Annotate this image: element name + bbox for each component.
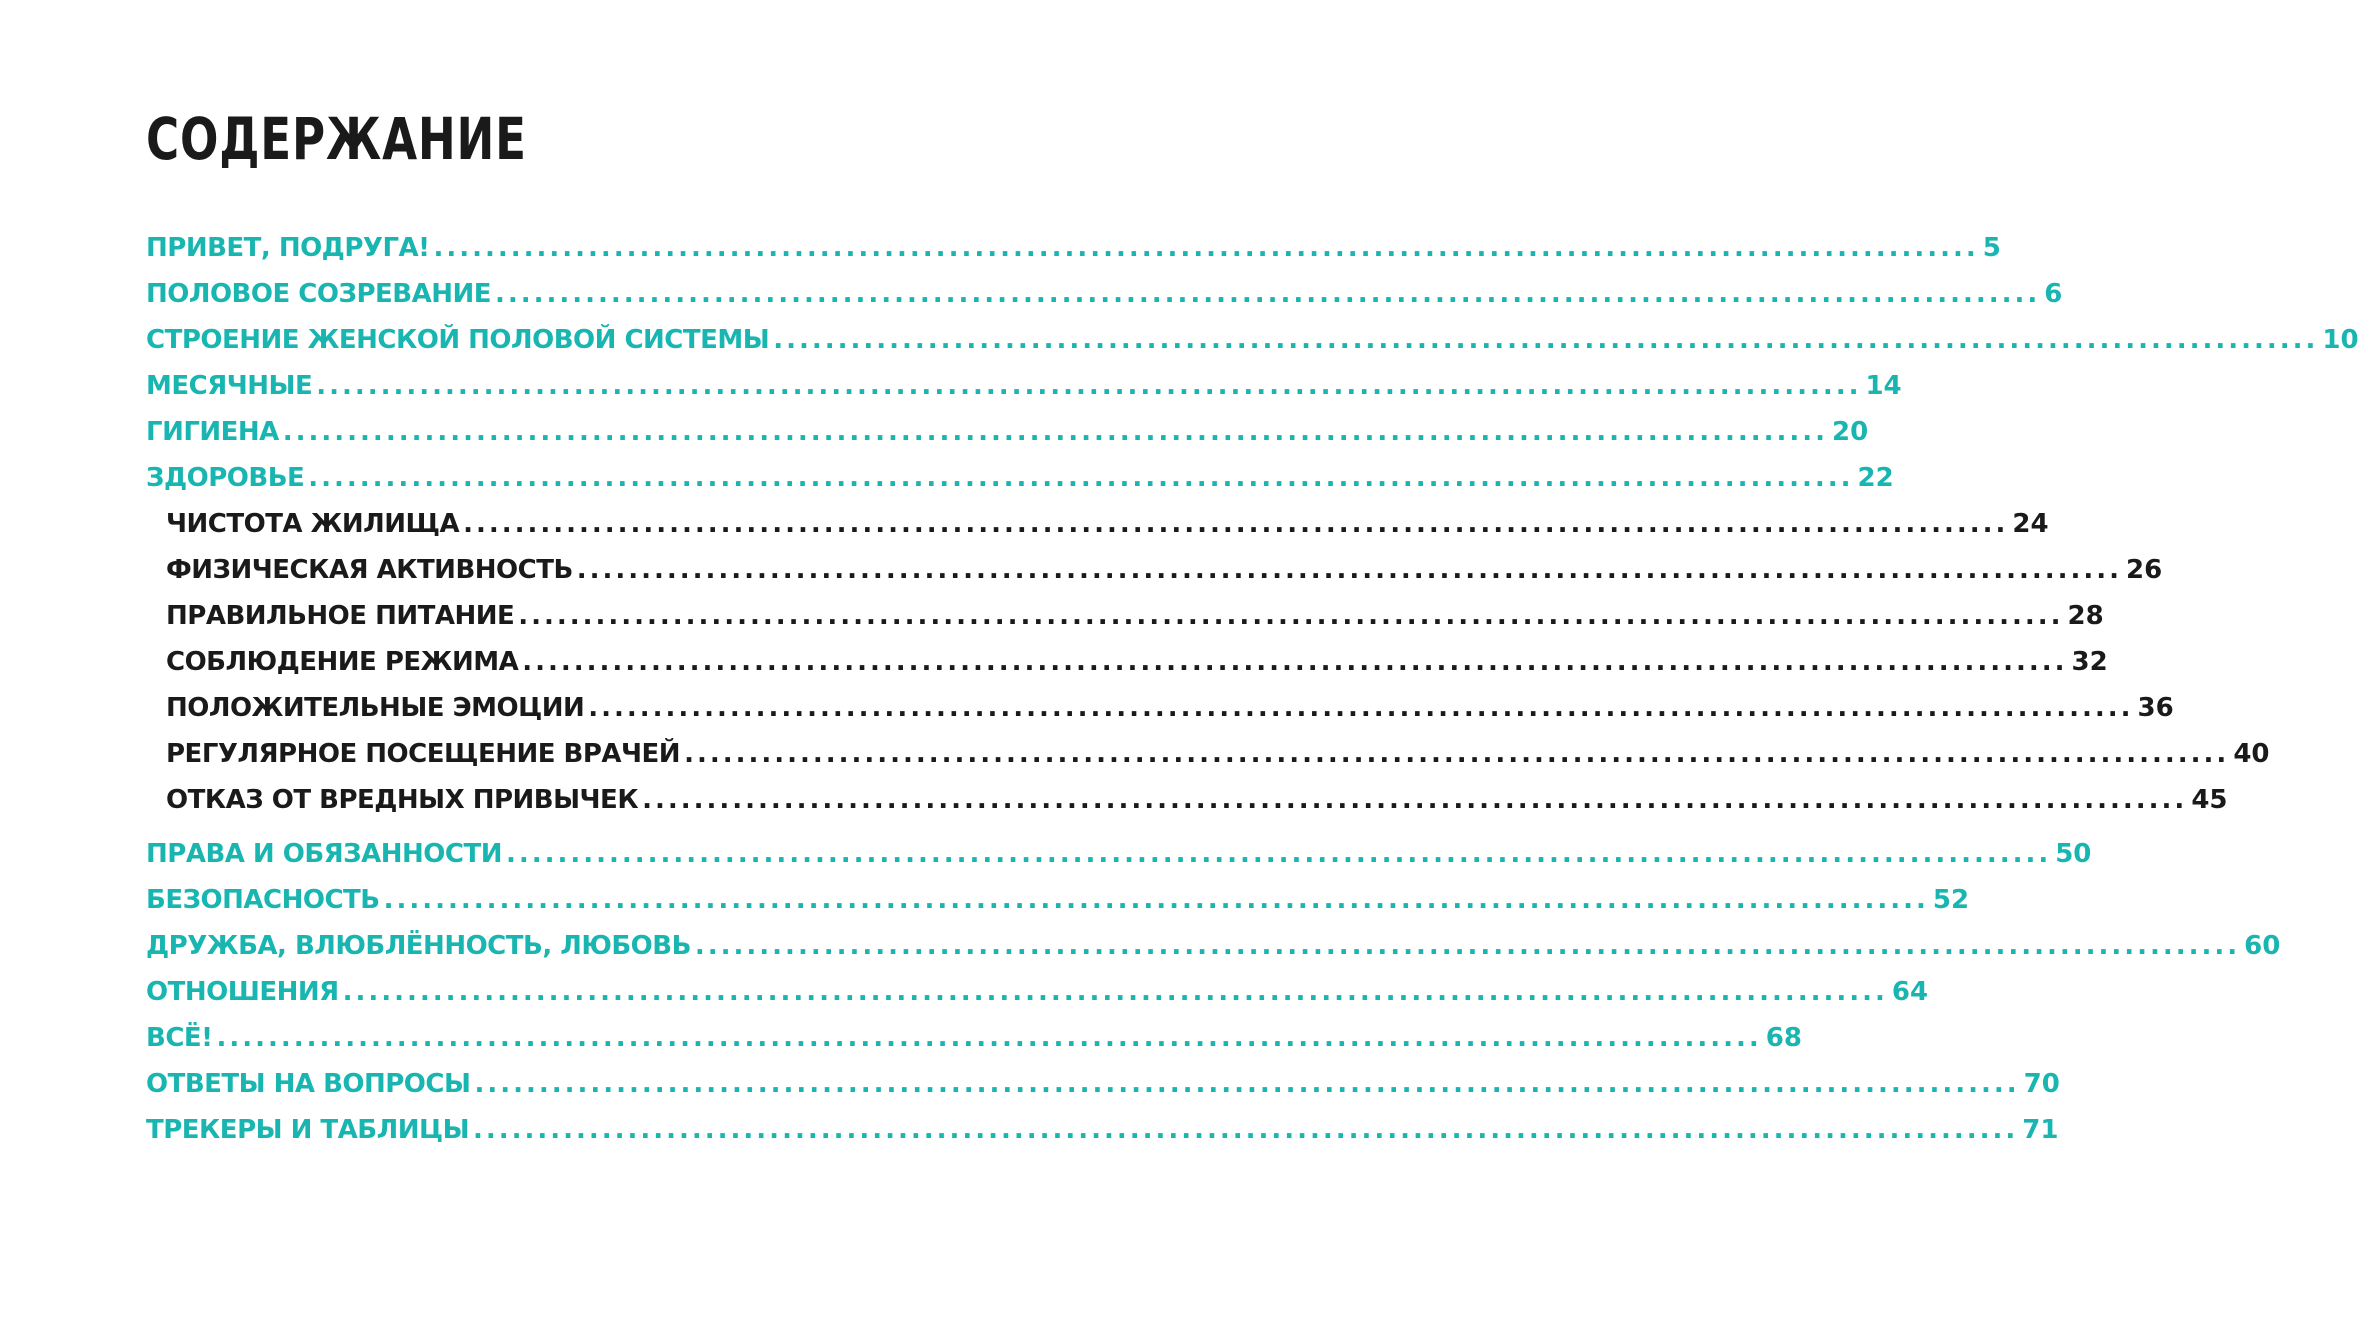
toc-dot-leader [684, 731, 2229, 777]
toc-entry-page-number: 22 [1857, 463, 1894, 493]
toc-dot-leader [283, 409, 1828, 455]
toc-entry-label: ВСЁ! [146, 1023, 213, 1053]
toc-entry-page-number: 36 [2137, 693, 2174, 723]
toc-entry[interactable] [146, 1107, 2059, 1153]
toc-entry[interactable] [146, 877, 1970, 923]
toc-dot-leader [308, 455, 1853, 501]
toc-entry[interactable] [146, 831, 2092, 877]
toc-entry[interactable] [146, 271, 2063, 317]
toc-entry-page-number: 70 [2023, 1069, 2060, 1099]
toc-entry-label: РЕГУЛЯРНОЕ ПОСЕЩЕНИЕ ВРАЧЕЙ [166, 739, 681, 769]
toc-entry-page-number: 6 [2044, 279, 2063, 309]
toc-entry-page-number: 60 [2244, 931, 2281, 961]
toc-dot-leader [495, 271, 2040, 317]
page-title: СОДЕРЖАНИЕ [146, 105, 527, 173]
toc-entry[interactable] [146, 409, 1869, 455]
toc-entry-label: ЧИСТОТА ЖИЛИЩА [166, 509, 460, 539]
toc-entry-label: ЗДОРОВЬЕ [146, 463, 305, 493]
toc-entry-label: ОТКАЗ ОТ ВРЕДНЫХ ПРИВЫЧЕК [166, 785, 639, 815]
toc-entry-page-number: 28 [2067, 601, 2104, 631]
toc-dot-leader [506, 831, 2051, 877]
toc-entry[interactable] [146, 363, 1902, 409]
toc-entry-label: ПРИВЕТ, ПОДРУГА! [146, 233, 430, 263]
toc-entry[interactable] [146, 731, 2270, 777]
toc-dot-leader [577, 547, 2122, 593]
toc-dot-leader [316, 363, 1861, 409]
toc-entry-page-number: 32 [2071, 647, 2108, 677]
toc-dot-leader [773, 317, 2318, 363]
toc-entry-label: ГИГИЕНА [146, 417, 279, 447]
toc-entry[interactable] [146, 547, 2163, 593]
table-of-contents [146, 225, 2359, 1153]
toc-dot-leader [642, 777, 2187, 823]
toc-entry-label: ПРАВА И ОБЯЗАННОСТИ [146, 839, 502, 869]
toc-entry-label: СОБЛЮДЕНИЕ РЕЖИМА [166, 647, 519, 677]
toc-entry-label: ФИЗИЧЕСКАЯ АКТИВНОСТЬ [166, 555, 573, 585]
toc-dot-leader [463, 501, 2008, 547]
toc-dot-leader [433, 225, 1978, 271]
toc-entry[interactable] [146, 1061, 2060, 1107]
toc-dot-leader [518, 593, 2063, 639]
toc-entry-page-number: 40 [2233, 739, 2270, 769]
toc-entry-label: ДРУЖБА, ВЛЮБЛЁННОСТЬ, ЛЮБОВЬ [146, 931, 691, 961]
toc-entry[interactable] [146, 923, 2281, 969]
toc-entry[interactable] [146, 501, 2049, 547]
toc-entry[interactable] [146, 593, 2104, 639]
toc-dot-leader [384, 877, 1929, 923]
toc-entry-page-number: 50 [2055, 839, 2092, 869]
toc-dot-leader [473, 1107, 2018, 1153]
toc-dot-leader [695, 923, 2240, 969]
toc-entry-page-number: 14 [1865, 371, 1902, 401]
toc-entry[interactable] [146, 639, 2108, 685]
toc-entry-label: МЕСЯЧНЫЕ [146, 371, 313, 401]
toc-entry-label: БЕЗОПАСНОСТЬ [146, 885, 380, 915]
toc-entry-page-number: 20 [1832, 417, 1869, 447]
toc-entry-page-number: 68 [1765, 1023, 1802, 1053]
toc-entry-label: ПОЛОВОЕ СОЗРЕВАНИЕ [146, 279, 491, 309]
toc-dot-leader [522, 639, 2067, 685]
toc-entry[interactable] [146, 225, 2001, 271]
toc-entry-label: ОТНОШЕНИЯ [146, 977, 339, 1007]
toc-entry[interactable] [146, 455, 1894, 501]
toc-entry-page-number: 71 [2022, 1115, 2059, 1145]
toc-entry[interactable] [146, 685, 2174, 731]
toc-entry-page-number: 26 [2126, 555, 2163, 585]
toc-entry-page-number: 5 [1982, 233, 2001, 263]
toc-entry-page-number: 24 [2012, 509, 2049, 539]
toc-entry-label: ПРАВИЛЬНОЕ ПИТАНИЕ [166, 601, 515, 631]
toc-entry-page-number: 45 [2191, 785, 2228, 815]
toc-entry-page-number: 52 [1932, 885, 1970, 915]
toc-entry-label: ПОЛОЖИТЕЛЬНЫЕ ЭМОЦИИ [166, 693, 585, 723]
toc-dot-leader [343, 969, 1888, 1015]
toc-entry-label: СТРОЕНИЕ ЖЕНСКОЙ ПОЛОВОЙ СИСТЕМЫ [146, 325, 770, 355]
toc-entry-page-number: 64 [1891, 977, 1929, 1007]
toc-dot-leader [474, 1061, 2019, 1107]
toc-entry[interactable] [146, 317, 2359, 363]
toc-entry-page-number: 10 [2322, 325, 2359, 355]
toc-dot-leader [588, 685, 2133, 731]
toc-entry-label: ТРЕКЕРЫ И ТАБЛИЦЫ [146, 1115, 470, 1145]
toc-entry[interactable] [146, 777, 2228, 823]
toc-entry[interactable] [146, 1015, 1802, 1061]
toc-dot-leader [217, 1015, 1762, 1061]
toc-entry-label: ОТВЕТЫ НА ВОПРОСЫ [146, 1069, 471, 1099]
toc-entry[interactable] [146, 969, 1929, 1015]
